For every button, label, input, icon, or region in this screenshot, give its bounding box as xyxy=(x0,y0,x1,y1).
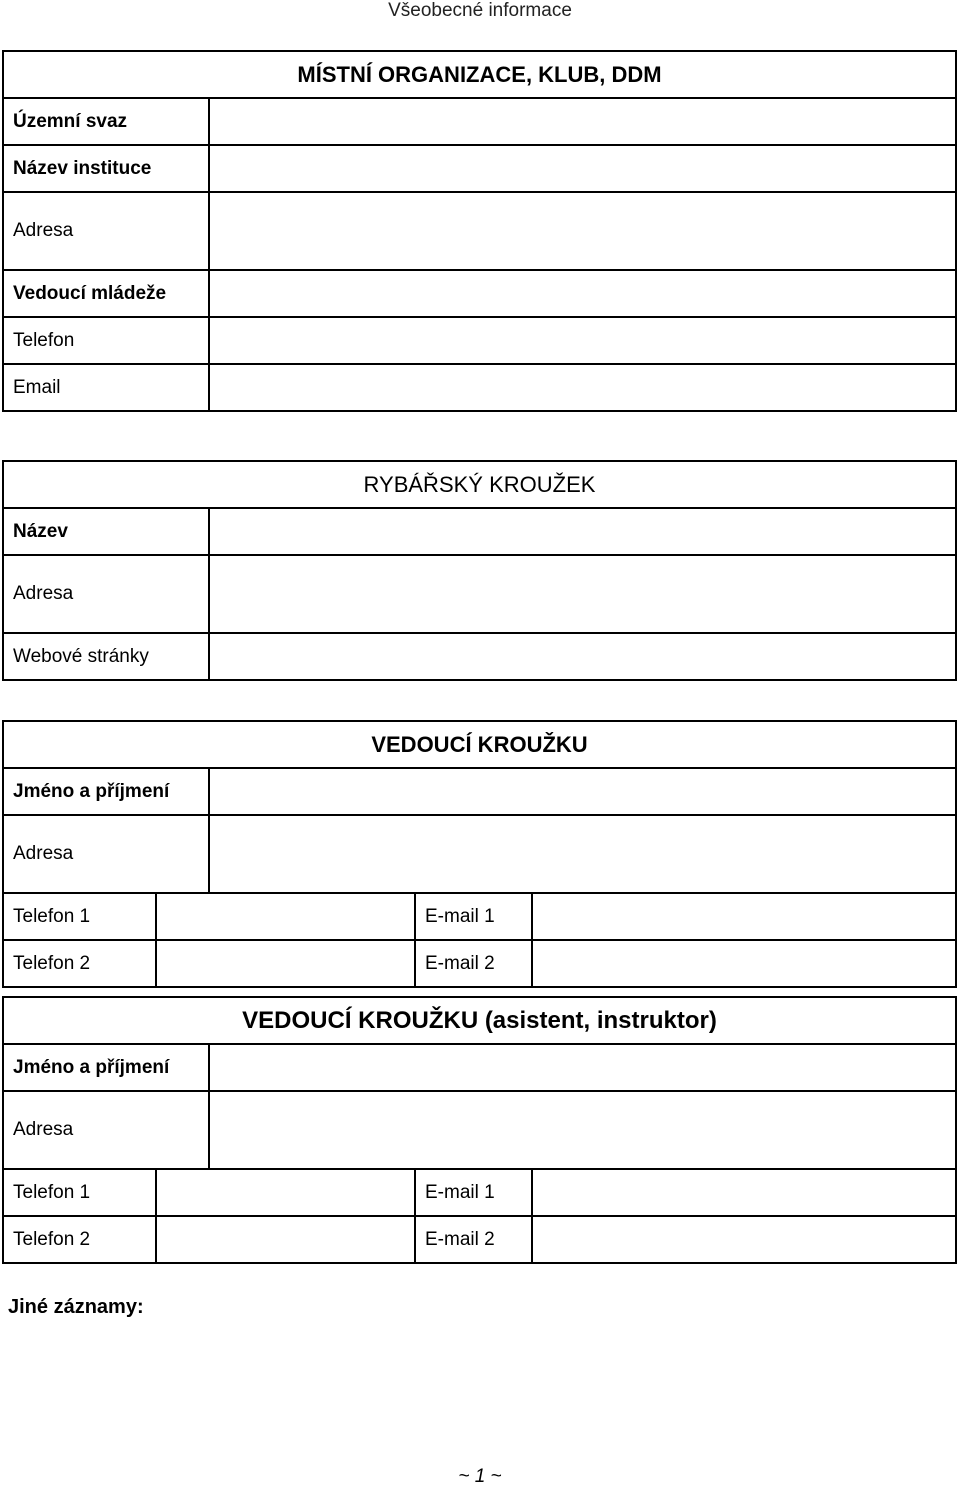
club-name-label: Název xyxy=(3,508,209,555)
page-header: Všeobecné informace xyxy=(388,0,572,21)
leader-address-field[interactable] xyxy=(209,815,956,893)
club-table xyxy=(2,460,957,681)
leader-phone2-field[interactable] xyxy=(156,940,415,987)
leader-full-name-label: Jméno a příjmení xyxy=(3,768,209,815)
organization-address-label: Adresa xyxy=(3,192,209,270)
assistant-email1-label: E-mail 1 xyxy=(415,1169,532,1216)
organization-phone-label: Telefon xyxy=(3,317,209,364)
leader-email1-label: E-mail 1 xyxy=(415,893,532,940)
leader-phone1-field[interactable] xyxy=(156,893,415,940)
organization-table xyxy=(2,50,957,412)
leader-email1-field[interactable] xyxy=(532,893,956,940)
leader-heading: VEDOUCÍ KROUŽKU xyxy=(3,721,956,768)
assistant-phone2-field[interactable] xyxy=(156,1216,415,1263)
assistant-address-field[interactable] xyxy=(209,1091,956,1169)
assistant-heading: VEDOUCÍ KROUŽKU (asistent, instruktor) xyxy=(3,997,956,1044)
assistant-email2-label: E-mail 2 xyxy=(415,1216,532,1263)
territorial-union-label: Územní svaz xyxy=(3,98,209,145)
youth-leader-label: Vedoucí mládeže xyxy=(3,270,209,317)
assistant-phone1-field[interactable] xyxy=(156,1169,415,1216)
leader-full-name-field[interactable] xyxy=(209,768,956,815)
assistant-phone1-label: Telefon 1 xyxy=(3,1169,156,1216)
leader-phone2-label: Telefon 2 xyxy=(3,940,156,987)
leader-email2-label: E-mail 2 xyxy=(415,940,532,987)
assistant-address-label: Adresa xyxy=(3,1091,209,1169)
other-notes-label: Jiné záznamy: xyxy=(8,1296,144,1318)
club-website-field[interactable] xyxy=(209,633,956,680)
leader-table xyxy=(2,720,957,988)
club-name-field[interactable] xyxy=(209,508,956,555)
leader-email2-field[interactable] xyxy=(532,940,956,987)
youth-leader-field[interactable] xyxy=(209,270,956,317)
organization-email-label: Email xyxy=(3,364,209,411)
assistant-full-name-label: Jméno a příjmení xyxy=(3,1044,209,1091)
assistant-full-name-field[interactable] xyxy=(209,1044,956,1091)
institution-name-label: Název instituce xyxy=(3,145,209,192)
page-number: ~ 1 ~ xyxy=(458,1466,502,1487)
territorial-union-field[interactable] xyxy=(209,98,956,145)
organization-phone-field[interactable] xyxy=(209,317,956,364)
organization-email-field[interactable] xyxy=(209,364,956,411)
assistant-phone2-label: Telefon 2 xyxy=(3,1216,156,1263)
assistant-table xyxy=(2,996,957,1264)
institution-name-field[interactable] xyxy=(209,145,956,192)
leader-address-label: Adresa xyxy=(3,815,209,893)
club-address-field[interactable] xyxy=(209,555,956,633)
club-heading: RYBÁŘSKÝ KROUŽEK xyxy=(3,461,956,508)
club-address-label: Adresa xyxy=(3,555,209,633)
club-website-label: Webové stránky xyxy=(3,633,209,680)
organization-heading: MÍSTNÍ ORGANIZACE, KLUB, DDM xyxy=(3,51,956,98)
organization-address-field[interactable] xyxy=(209,192,956,270)
assistant-email2-field[interactable] xyxy=(532,1216,956,1263)
leader-phone1-label: Telefon 1 xyxy=(3,893,156,940)
assistant-email1-field[interactable] xyxy=(532,1169,956,1216)
